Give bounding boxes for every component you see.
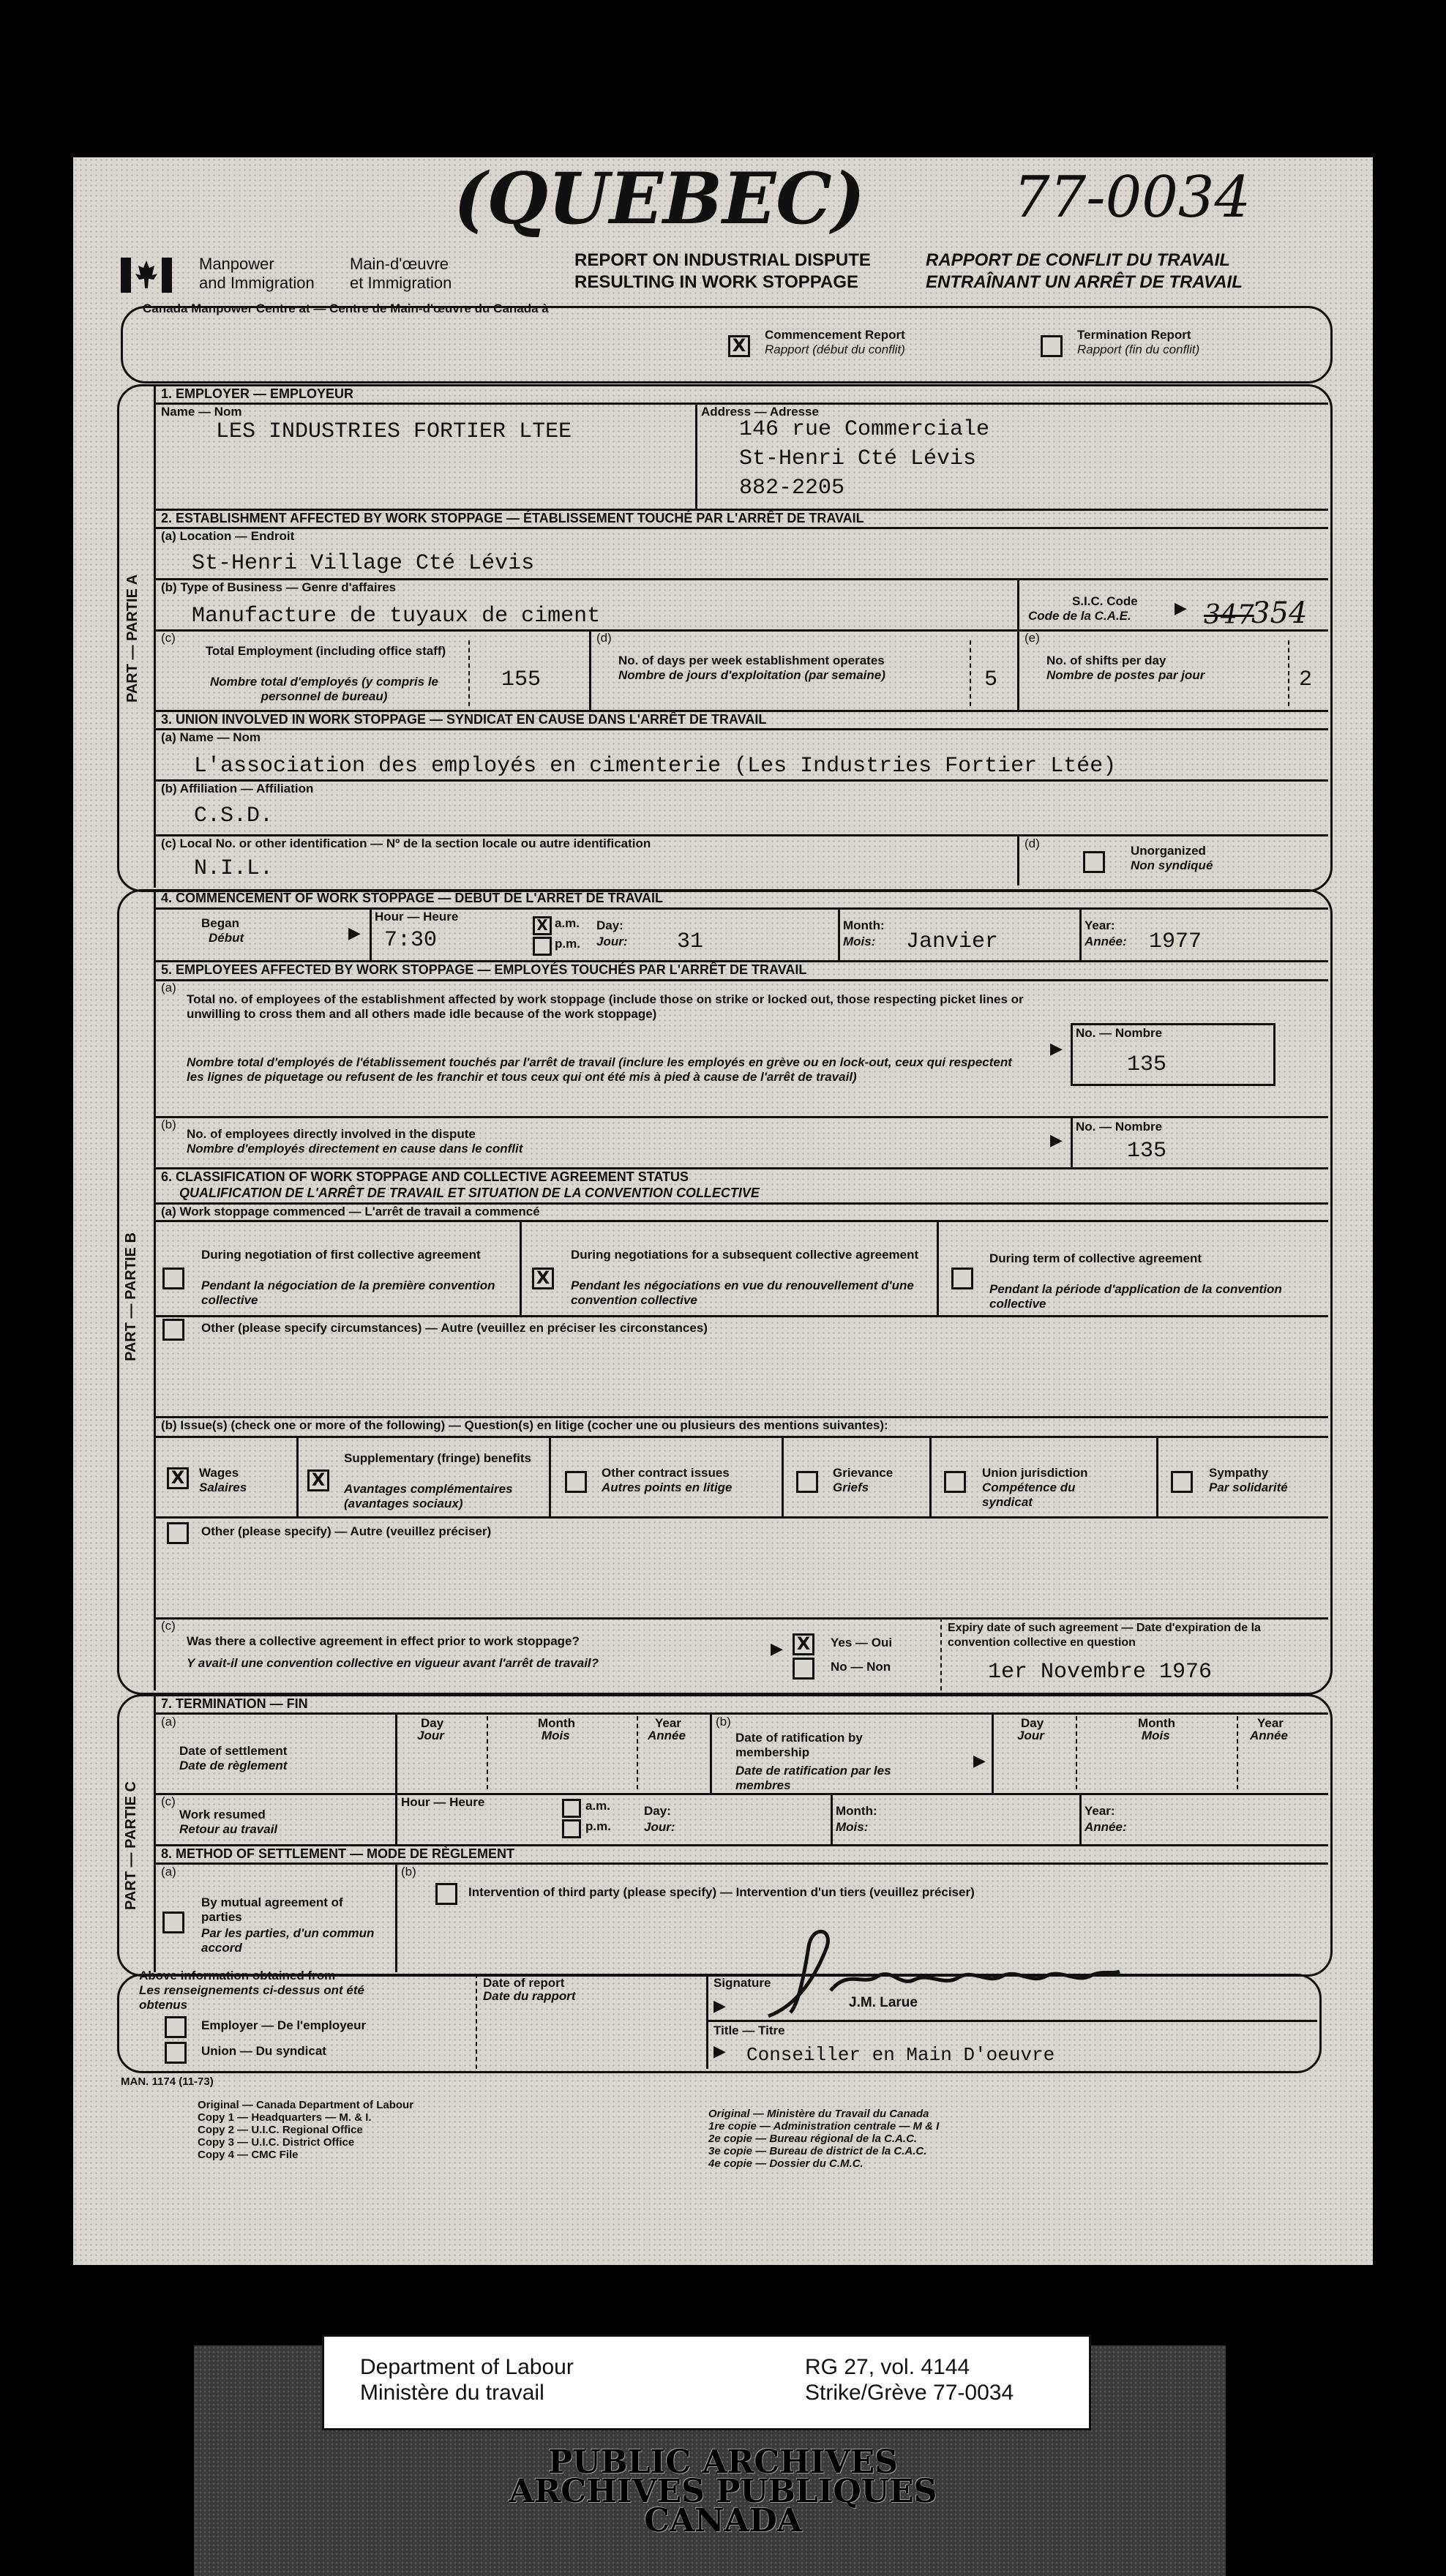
from-union-checkbox[interactable] (165, 2042, 187, 2064)
employees-involved-text-en: No. of employees directly involved in the dispute (187, 1127, 476, 1141)
wages-checkbox[interactable]: X (167, 1467, 189, 1489)
sic-code-label-fr: Code de la C.A.E. (1028, 609, 1131, 623)
commencement-label-en: Commencement Report (765, 328, 905, 342)
began-label-fr: Début (209, 931, 244, 945)
section-3-heading: 3. UNION INVOLVED IN WORK STOPPAGE — SYNDICAT EN CAUSE DANS L'ARRÊT DE TRAVAIL (161, 712, 767, 727)
agreement-question-fr: Y avait-il une convention collective en vigueur avant l'arrêt de travail? (187, 1656, 599, 1670)
union-jurisdiction-label-en: Union jurisdiction (982, 1466, 1088, 1480)
arrow-icon: ▶ (1050, 1131, 1063, 1149)
union-affiliation-value: C.S.D. (194, 804, 274, 828)
other-circumstances-checkbox[interactable] (162, 1319, 184, 1341)
wages-label-fr: Salaires (199, 1480, 247, 1494)
sic-code-value: 354 (1251, 596, 1308, 630)
other-contract-issues-label-en: Other contract issues (602, 1466, 730, 1480)
subfield-c-label: (c) (161, 631, 176, 645)
part-a-frame (117, 384, 1333, 892)
total-employment-value: 155 (501, 667, 542, 692)
settlement-a-label: (a) (161, 1715, 176, 1729)
employer-name-label: Name — Nom (161, 405, 242, 419)
arrow-icon: ▶ (771, 1639, 783, 1658)
info-obtained-label-en: Above information obtained from (139, 1969, 336, 1982)
sympathy-label-fr: Par solidarité (1209, 1480, 1288, 1494)
ratification-month-label: Month (1138, 1716, 1175, 1730)
am-checkbox[interactable]: X (533, 916, 552, 935)
am-label: a.m. (555, 916, 580, 930)
first-agreement-label-en: During negotiation of first collective agreement (201, 1248, 481, 1262)
expiry-date-value: 1er Novembre 1976 (988, 1660, 1213, 1685)
month-label-en: Month: (843, 918, 885, 932)
day-value: 31 (677, 929, 704, 954)
other-contract-issues-label-fr: Autres points en litige (602, 1480, 733, 1494)
mutual-agreement-label-en: By mutual agreement of parties (201, 1895, 343, 1924)
form-title-en-1: REPORT ON INDUSTRIAL DISPUTE (574, 250, 871, 270)
term-of-agreement-checkbox[interactable] (951, 1268, 973, 1289)
grievance-label-en: Grievance (833, 1466, 894, 1480)
total-employment-label-en: Total Employment (including office staff) (205, 644, 446, 658)
union-jurisdiction-checkbox[interactable] (944, 1471, 966, 1493)
hour-value: 7:30 (384, 928, 438, 953)
resumed-pm-checkbox[interactable] (562, 1819, 581, 1838)
agreement-yes-checkbox[interactable]: X (793, 1633, 814, 1655)
number-label: No. — Nombre (1076, 1026, 1163, 1040)
local-number-value: N.I.L. (194, 856, 274, 881)
section-6-heading-fr: QUALIFICATION DE L'ARRÊT DE TRAVAIL ET SITUATION DE LA CONVENTION COLLECTIVE (179, 1186, 760, 1200)
first-agreement-label-fr: Pendant la négociation de la première convention collective (201, 1278, 495, 1307)
unorganized-checkbox[interactable] (1083, 851, 1105, 873)
settlement-year-label: Year (655, 1716, 681, 1730)
ratification-day-label-fr: Jour (1017, 1729, 1044, 1742)
section-2-heading: 2. ESTABLISHMENT AFFECTED BY WORK STOPPAGE — ÉTABLISSEMENT TOUCHÉ PAR L'ARRÊT DE TRAVAIL (161, 511, 864, 525)
subfield-e-label: (e) (1024, 631, 1040, 645)
other-circumstances-label: Other (please specify circumstances) — Autre (veuillez en préciser les circonstances) (201, 1321, 708, 1335)
business-type-label: (b) Type of Business — Genre d'affaires (161, 580, 397, 594)
resumed-day-label-en: Day: (644, 1804, 671, 1818)
info-obtained-label-fr: Les renseignements ci-dessus ont été obtenus (139, 1983, 364, 2012)
ratification-year-label: Year (1257, 1716, 1284, 1730)
year-value: 1977 (1149, 929, 1202, 954)
settlement-month-label-fr: Mois (542, 1729, 570, 1742)
employees-involved-text-fr: Nombre d'employés directement en cause dans le conflit (187, 1142, 523, 1156)
ratification-year-label-fr: Année (1250, 1729, 1288, 1742)
local-number-label: (c) Local No. or other identification — Nº de la section locale ou autre identification (161, 836, 651, 850)
ratification-b-label: (b) (716, 1715, 731, 1729)
agreement-question-en: Was there a collective agreement in effect prior to work stoppage? (187, 1634, 580, 1648)
archive-stamp-line-3: CANADA (644, 2502, 802, 2539)
signatory-title: Conseiller en Main D'oeuvre (746, 2044, 1055, 2066)
grievance-label-fr: Griefs (833, 1480, 869, 1494)
form-number: MAN. 1174 (11-73) (121, 2075, 214, 2088)
stoppage-commenced-label: (a) Work stoppage commenced — L'arrêt de travail a commencé (161, 1205, 540, 1218)
union-name-label: (a) Name — Nom (161, 730, 261, 744)
supplementary-benefits-label-fr: Avantages complémentaires (avantages sociaux) (344, 1482, 513, 1510)
resumed-am-label: a.m. (585, 1799, 611, 1813)
sympathy-checkbox[interactable] (1171, 1471, 1193, 1493)
settlement-date-label-fr: Date de règlement (179, 1759, 288, 1772)
employer-address-line-2: St-Henri Cté Lévis (739, 446, 977, 471)
sic-code-struck-value: 347 (1204, 600, 1254, 630)
section-5-heading: 5. EMPLOYEES AFFECTED BY WORK STOPPAGE — EMPLOYÉS TOUCHÉS PAR L'ARRÊT DE TRAVAIL (161, 962, 807, 977)
work-resumed-label-fr: Retour au travail (179, 1822, 278, 1836)
termination-checkbox[interactable] (1041, 335, 1063, 357)
copy-distribution-en: Original — Canada Department of Labour Copy 1 — Headquarters — M. & I. Copy 2 — U.I.C. Regional Office Copy 3 — U.I.C. District Office Copy 4 — CMC File (198, 2099, 414, 2161)
archive-dept-en: Department of Labour (360, 2355, 574, 2379)
agency-name-en: Manpower and Immigration (199, 255, 315, 292)
day-label-en: Day: (596, 918, 623, 932)
month-value: Janvier (906, 929, 999, 954)
employees-involved-value: 135 (1127, 1139, 1167, 1164)
title-label: Title — Titre (713, 2023, 785, 2037)
year-label-en: Year: (1084, 918, 1115, 932)
termination-label-en: Termination Report (1077, 328, 1191, 342)
year-label-fr: Année: (1084, 935, 1127, 948)
days-per-week-label-en: No. of days per week establishment operates (618, 654, 885, 667)
mutual-agreement-checkbox[interactable] (162, 1912, 184, 1933)
employees-affected-text-fr: Nombre total d'employés de l'établissement touchés par l'arrêt de travail (inclure les employés en grève ou en lock-out, ceux qui respectent les lignes de piquetage ou refusent de les franchir et tous ceux qui ont été mis à pied à cause de l'arrêt de travail) (187, 1055, 1012, 1084)
other-contract-issues-checkbox[interactable] (565, 1471, 587, 1493)
subsequent-agreement-label-fr: Pendant les négociations en vue du renouvellement d'une convention collective (571, 1278, 914, 1307)
other-issue-label: Other (please specify) — Autre (veuillez préciser) (201, 1524, 492, 1538)
ratification-date-label-fr: Date de ratification par les membres (735, 1764, 891, 1792)
employer-address-line-1: 146 rue Commerciale (739, 417, 990, 442)
shifts-per-day-label-fr: Nombre de postes par jour (1046, 668, 1205, 682)
from-employer-checkbox[interactable] (165, 2016, 187, 2038)
pm-checkbox[interactable] (533, 937, 552, 956)
days-per-week-value: 5 (984, 667, 998, 692)
other-issue-checkbox[interactable] (167, 1522, 189, 1544)
part-c-label: PART — PARTIE C (123, 1781, 139, 1910)
resumed-pm-label: p.m. (585, 1819, 611, 1833)
section-4-heading: 4. COMMENCEMENT OF WORK STOPPAGE — DÉBUT DE L'ARRÊT DE TRAVAIL (161, 891, 663, 905)
resumed-hour-label: Hour — Heure (401, 1795, 485, 1809)
archive-stamp (0, 2444, 1446, 2539)
resumed-year-label-en: Year: (1084, 1804, 1115, 1818)
archive-stamp-line-2: ARCHIVES PUBLIQUES (509, 2473, 937, 2510)
work-resumed-label-en: Work resumed (179, 1808, 266, 1821)
resumed-year-label-fr: Année: (1084, 1820, 1127, 1834)
part-a-label: PART — PARTIE A (124, 574, 141, 703)
unorganized-d-label: (d) (1024, 836, 1040, 850)
wages-label-en: Wages (199, 1466, 239, 1480)
term-of-agreement-label-fr: Pendant la période d'application de la convention collective (989, 1282, 1282, 1311)
third-party-label: Intervention of third party (please specify) — Intervention d'un tiers (veuillez préciser) (468, 1885, 975, 1899)
archive-ref-strike: Strike/Grève 77-0034 (805, 2381, 1014, 2405)
ratification-date-label-en: Date of ratification by membership (735, 1731, 863, 1759)
section-8-heading: 8. METHOD OF SETTLEMENT — MODE DE RÈGLEMENT (161, 1846, 515, 1861)
form-title-fr-2: ENTRAÎNANT UN ARRÊT DE TRAVAIL (926, 272, 1243, 292)
arrow-icon: ▶ (973, 1751, 986, 1770)
agreement-no-label: No — Non (831, 1660, 891, 1674)
report-date-label-fr: Date du rapport (483, 1989, 576, 2003)
signatory-name: J.M. Larue (849, 1995, 918, 2010)
settlement-date-label-en: Date of settlement (179, 1744, 288, 1758)
sic-code-label-en: S.I.C. Code (1072, 594, 1138, 608)
union-jurisdiction-label-fr: Compétence du syndicat (982, 1480, 1076, 1509)
employer-phone: 882-2205 (739, 476, 845, 501)
subfield-d-label: (d) (596, 631, 612, 645)
employer-name-value: LES INDUSTRIES FORTIER LTEE (216, 419, 572, 444)
union-name-value: L'association des employés en cimenterie (Les Industries Fortier Ltée) (194, 754, 1117, 779)
location-value: St-Henri Village Cté Lévis (192, 551, 535, 576)
hour-label: Hour — Heure (375, 910, 459, 924)
section-1-heading: 1. EMPLOYER — EMPLOYEUR (161, 386, 354, 401)
ratification-month-label-fr: Mois (1142, 1729, 1170, 1742)
unorganized-label-fr: Non syndiqué (1131, 858, 1213, 872)
grievance-checkbox[interactable] (796, 1471, 818, 1493)
arrow-icon: ▶ (348, 924, 361, 942)
arrow-icon: ▶ (713, 1996, 726, 2015)
copy-distribution-fr: Original — Ministère du Travail du Canada 1re copie — Administration centrale — M & I 2e copie — Bureau régional de la C.A.C. 3e copie — Bureau de district de la C.A.C. 4e copie — Dossier du C.M.C. (708, 2108, 940, 2170)
first-agreement-checkbox[interactable] (162, 1268, 184, 1289)
employees-involved-b-label: (b) (161, 1117, 176, 1131)
resumed-month-label-en: Month: (836, 1804, 877, 1818)
termination-label-fr: Rapport (fin du conflit) (1077, 342, 1200, 356)
employees-affected-a-label: (a) (161, 981, 176, 995)
third-party-checkbox[interactable] (435, 1883, 457, 1905)
cmc-label: Canada Manpower Centre at — Centre de Main-d'œuvre du Canada à (143, 302, 549, 315)
commencement-checkbox[interactable]: X (728, 335, 750, 357)
agreement-yes-label: Yes — Oui (831, 1636, 893, 1650)
total-employment-label-fr: Nombre total d'employés (y compris le personnel de bureau) (209, 675, 438, 703)
supplementary-benefits-label-en: Supplementary (fringe) benefits (344, 1451, 531, 1465)
arrow-icon: ▶ (1175, 599, 1187, 617)
subsequent-agreement-label-en: During negotiations for a subsequent collective agreement (571, 1248, 919, 1262)
method-b-label: (b) (401, 1865, 416, 1879)
section-7-heading: 7. TERMINATION — FIN (161, 1696, 308, 1711)
agency-name-fr: Main-d'œuvre et Immigration (350, 255, 452, 292)
employees-affected-text-en: Total no. of employees of the establishment affected by work stoppage (include those on strike or locked out, those respecting picket lines or unwilling to cross them and all others made idle because of the work stoppage) (187, 992, 1024, 1021)
part-b-label: PART — PARTIE B (123, 1232, 139, 1361)
sympathy-label-en: Sympathy (1209, 1466, 1269, 1480)
settlement-month-label: Month (538, 1716, 575, 1730)
archive-ref-volume: RG 27, vol. 4144 (805, 2355, 970, 2379)
month-label-fr: Mois: (843, 935, 876, 948)
issues-label: (b) Issue(s) (check one or more of the following) — Question(s) en litige (cocher une ou plusieurs des mentions suivantes): (161, 1418, 888, 1432)
agreement-c-label: (c) (161, 1619, 176, 1633)
handwritten-signature (746, 1917, 1127, 2027)
from-employer-label: Employer — De l'employeur (201, 2018, 367, 2032)
employees-affected-value: 135 (1127, 1052, 1167, 1077)
began-label-en: Began (201, 916, 239, 930)
settlement-year-label-fr: Année (648, 1729, 686, 1742)
section-6-heading-en: 6. CLASSIFICATION OF WORK STOPPAGE AND COLLECTIVE AGREEMENT STATUS (161, 1169, 689, 1184)
ratification-day-label: Day (1021, 1716, 1044, 1730)
days-per-week-label-fr: Nombre de jours d'exploitation (par semaine) (618, 668, 885, 682)
form-title-fr-1: RAPPORT DE CONFLIT DU TRAVAIL (926, 250, 1230, 270)
business-type-value: Manufacture de tuyaux de ciment (192, 604, 601, 629)
commencement-label-fr: Rapport (début du conflit) (765, 342, 905, 356)
settlement-day-label: Day (421, 1716, 444, 1730)
resumed-am-checkbox[interactable] (562, 1799, 581, 1818)
archive-dept-fr: Ministère du travail (360, 2381, 544, 2405)
pm-label: p.m. (555, 937, 580, 951)
resumed-c-label: (c) (161, 1794, 176, 1808)
expiry-date-label: Expiry date of such agreement — Date d'expiration de la convention collective en question (948, 1622, 1261, 1649)
location-label: (a) Location — Endroit (161, 529, 295, 543)
supplementary-benefits-checkbox[interactable]: X (307, 1469, 329, 1491)
union-affiliation-label: (b) Affiliation — Affiliation (161, 782, 314, 795)
arrow-icon: ▶ (1050, 1039, 1063, 1057)
report-date-label-en: Date of report (483, 1976, 565, 1990)
agreement-no-checkbox[interactable] (793, 1658, 814, 1680)
day-label-fr: Jour: (596, 935, 628, 948)
settlement-day-label-fr: Jour (417, 1729, 444, 1742)
shifts-per-day-label-en: No. of shifts per day (1046, 654, 1166, 667)
form-title-en-2: RESULTING IN WORK STOPPAGE (574, 272, 859, 292)
maple-leaf-icon (121, 258, 172, 293)
subsequent-agreement-checkbox[interactable]: X (532, 1268, 554, 1289)
resumed-day-label-fr: Jour: (644, 1820, 675, 1834)
unorganized-label-en: Unorganized (1131, 844, 1206, 858)
arrow-icon: ▶ (713, 2042, 726, 2060)
handwritten-province: (QUEBEC) (454, 157, 866, 240)
from-union-label: Union — Du syndicat (201, 2044, 326, 2058)
employer-address-label: Address — Adresse (701, 405, 819, 419)
signature-label: Signature (713, 1976, 771, 1990)
archive-stamp-line-1: PUBLIC ARCHIVES (548, 2444, 898, 2481)
number-label: No. — Nombre (1076, 1120, 1163, 1134)
shifts-per-day-value: 2 (1299, 667, 1313, 692)
mutual-agreement-label-fr: Par les parties, d'un commun accord (201, 1926, 375, 1955)
handwritten-file-number: 77-0034 (1014, 165, 1251, 231)
term-of-agreement-label-en: During term of collective agreement (989, 1251, 1202, 1265)
resumed-month-label-fr: Mois: (836, 1820, 869, 1834)
method-a-label: (a) (161, 1865, 176, 1879)
